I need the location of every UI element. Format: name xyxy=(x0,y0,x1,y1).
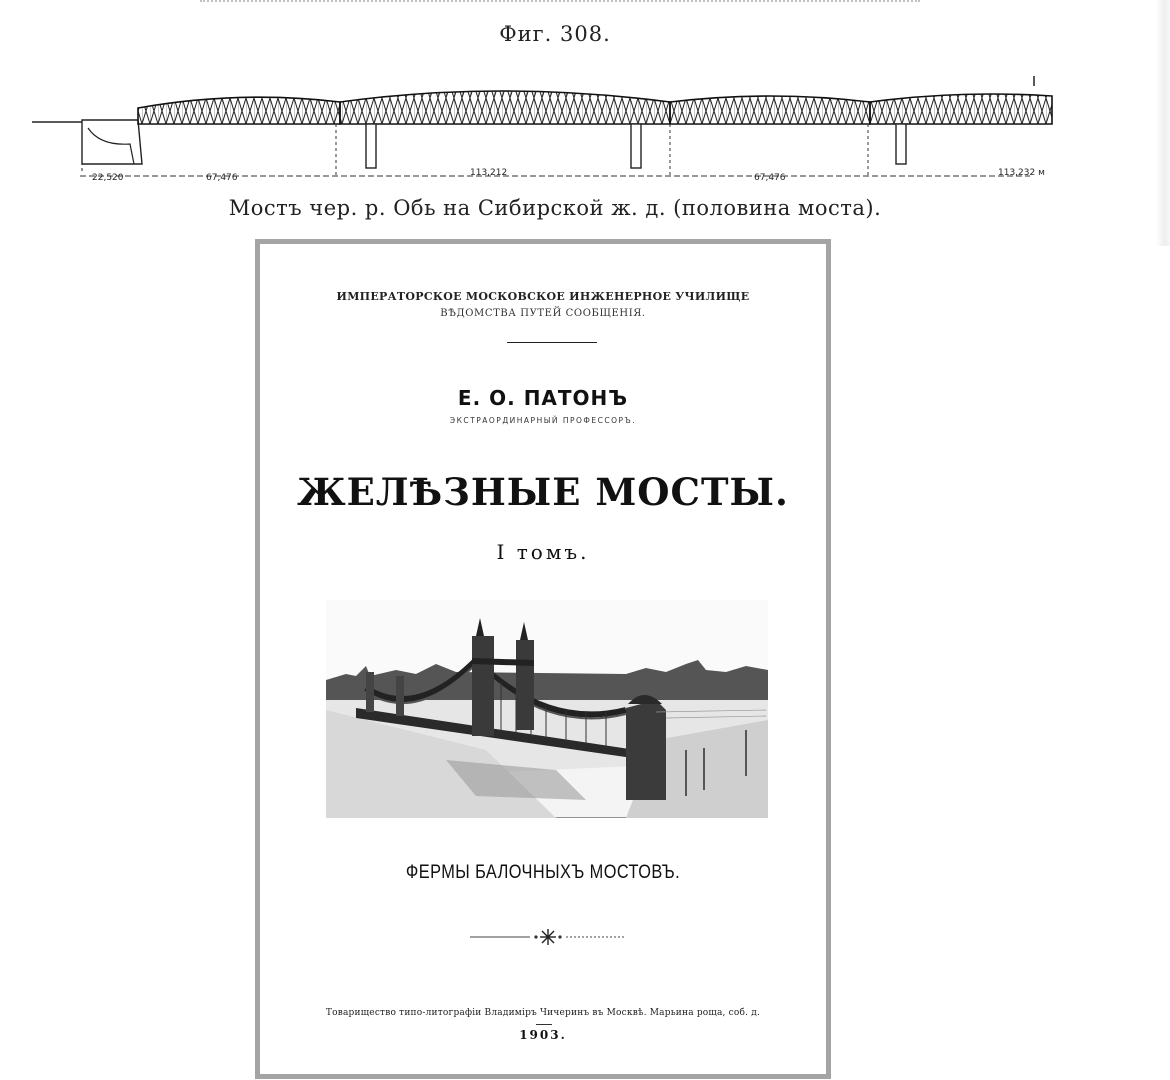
title-page xyxy=(255,239,831,1079)
cropped-text-line xyxy=(200,0,920,6)
printer-imprint: Товарищество типо-литографіи Владиміръ Чичеринъ въ Москвѣ. Марьина роща, соб. д. xyxy=(325,1008,761,1018)
bridge-photograph xyxy=(326,600,768,818)
figure-number: Фиг. 308. xyxy=(499,22,611,46)
figure-caption: Мостъ чер. р. Обь на Сибирской ж. д. (половина моста). xyxy=(228,196,882,220)
divider xyxy=(536,1024,552,1025)
dimension-label: 113,212 xyxy=(470,168,508,178)
dimension-label: 67,476 xyxy=(206,173,238,183)
volume-label: I томъ. xyxy=(496,540,590,564)
scan-edge-shadow xyxy=(1156,0,1170,246)
dimension-label: 67,476 xyxy=(754,173,786,183)
institution-line: ИМПЕРАТОРСКОЕ МОСКОВСКОЕ ИНЖЕНЕРНОЕ УЧИЛИЩЕ xyxy=(336,290,750,303)
ornament-divider xyxy=(470,928,626,946)
book-subtitle: ФЕРМЫ БАЛОЧНЫХЪ МОСТОВЪ. xyxy=(405,862,681,883)
author-title: ЭКСТРАОРДИНАРНЫЙ ПРОФЕССОРЪ. xyxy=(449,416,637,425)
book-title: ЖЕЛѢЗНЫЕ МОСТЫ. xyxy=(297,470,789,514)
dimension-label: 113,232 м xyxy=(998,168,1045,178)
publication-year: 1903. xyxy=(519,1028,567,1042)
author-name: Е. О. ПАТОНЪ xyxy=(457,386,629,410)
institution-subline: ВѢДОМСТВА ПУТЕЙ СООБЩЕНІЯ. xyxy=(440,308,646,319)
bridge-elevation-drawing xyxy=(30,72,1060,184)
dimension-label: 22,520 xyxy=(92,173,124,183)
divider xyxy=(507,342,597,343)
